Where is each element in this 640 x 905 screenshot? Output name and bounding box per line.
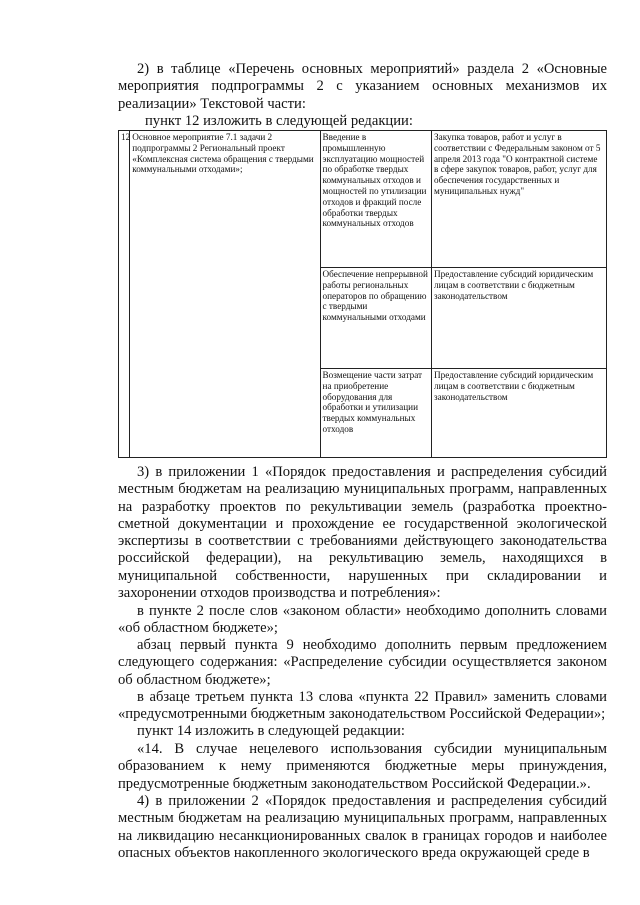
- point9-paragraph: абзац первый пункта 9 необходимо дополнить первым предложением следующего содержания: «Распределение субсидии осуществляется законом об областном бюджете»;: [118, 637, 607, 688]
- mechanism-cell: Предоставление субсидий юридическим лицам в соответствии с бюджетным законодательством: [432, 369, 607, 458]
- point14-text: «14. В случае нецелевого использования субсидии муниципальным образованием к нему применяются бюджетные меры принуждения, предусмотренные бюджетным законодательством Российской Федерации.».: [118, 741, 607, 792]
- item3-paragraph: 3) в приложении 1 «Порядок предоставления и распределения субсидий местным бюджетам на реализацию муниципальных программ, направленных на разработку проектов по рекультивации земель (разработка проектно-сметной документации и прохождение ее государственной экологической экспертизы в соответствии с требованиями действующего законодательства российской федерации), на рекультивацию земель, находящихся в муниципальной собственности, нарушенных при складировании и захоронении отходов производства и потребления»:: [118, 464, 607, 602]
- item4-paragraph: 4) в приложении 2 «Порядок предоставления и распределения субсидий местным бюджетам на реализацию муниципальных программ, направленных на ликвидацию несанкционированных свалок в границах городов и наиболее опасных объектов накопленного экологического вреда окружающей среде в: [118, 793, 607, 861]
- measure-name-cell: Основное мероприятие 7.1 задачи 2 подпрограммы 2 Региональный проект «Комплексная система обращения с твердыми коммунальными отходами»;: [130, 131, 320, 458]
- point13-paragraph: в абзаце третьем пункта 13 слова «пункта 22 Правил» заменить словами «предусмотренными бюджетным законодательством Российской Федерации»;: [118, 689, 607, 723]
- result-cell: Возмещение части затрат на приобретение оборудования для обработки и утилизации твердых коммунальных отходов: [320, 369, 432, 458]
- result-cell: Введение в промышленную эксплуатацию мощностей по обработке твердых коммунальных отходов и мощностей по утилизации отходов и фракций после обработки твердых коммунальных отходов: [320, 131, 432, 268]
- point14-heading: пункт 14 изложить в следующей редакции:: [137, 723, 405, 739]
- table-row: [119, 131, 607, 268]
- point2-paragraph: в пункте 2 после слов «законом области» необходимо дополнить словами «об областном бюджете»;: [118, 603, 607, 637]
- point12-heading: пункт 12 изложить в следующей редакции:: [145, 113, 413, 129]
- measures-table: [118, 130, 607, 458]
- intro-paragraph: 2) в таблице «Перечень основных мероприятий» раздела 2 «Основные мероприятия подпрограммы 2 с указанием основных механизмов их реализации» Текстовой части:: [118, 61, 607, 112]
- result-cell: Обеспечение непрерывной работы региональных операторов по обращению с твердыми коммунальными отходами: [320, 268, 432, 369]
- row-number-cell: 12: [119, 131, 130, 458]
- mechanism-cell: Предоставление субсидий юридическим лицам в соответствии с бюджетным законодательством: [432, 268, 607, 369]
- mechanism-cell: Закупка товаров, работ и услуг в соответствии с Федеральным законом от 5 апреля 2013 года "О контрактной системе в сфере закупок товаров, работ, услуг для обеспечения государственных и муниципальных нужд": [432, 131, 607, 268]
